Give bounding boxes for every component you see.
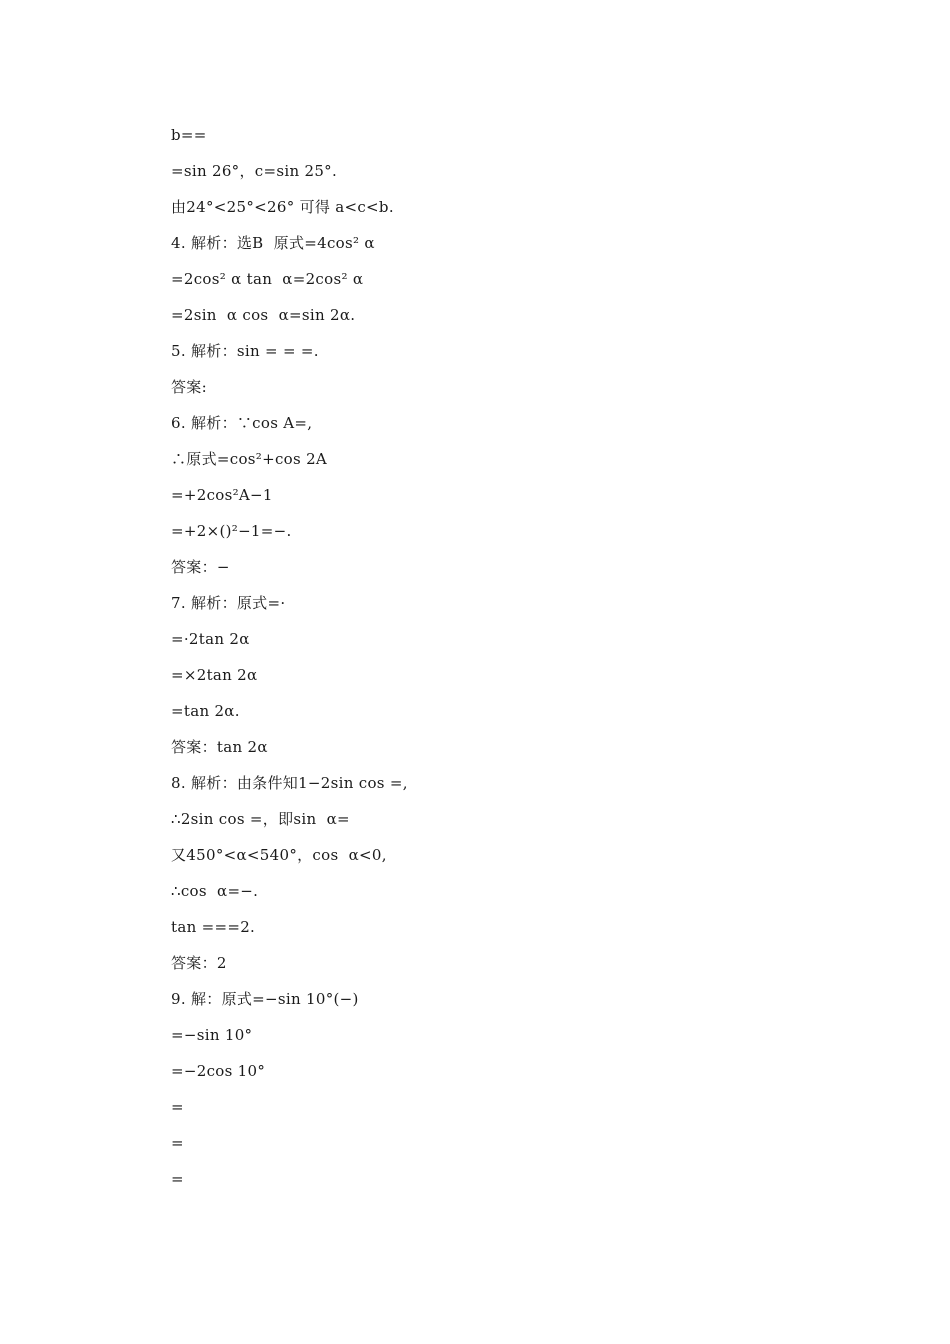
problem-4-solution: 4. 解析：选B 原式=4cos² α <box>171 234 375 252</box>
solution-text-block <box>171 122 811 1202</box>
text-line: tan ===2. <box>171 918 256 936</box>
text-line: ∴原式=cos²+cos 2A <box>171 450 328 468</box>
text-line: 由24°<25°<26° 可得 a<c<b. <box>171 198 394 216</box>
text-line: =2cos² α tan α=2cos² α <box>171 270 364 288</box>
problem-7-solution: 7. 解析：原式=· <box>171 594 286 612</box>
text-line: =−2cos 10° <box>171 1062 266 1080</box>
text-line: ∴2sin cos =，即sin α= <box>171 810 350 828</box>
problem-9-solution: 9. 解：原式=−sin 10°(−) <box>171 990 359 1008</box>
text-line: =2sin α cos α=sin 2α. <box>171 306 356 324</box>
text-line: =+2×()²−1=−. <box>171 522 292 540</box>
answer-line: 答案：− <box>171 558 230 576</box>
text-line: = <box>171 1170 184 1188</box>
answer-line: 答案: <box>171 378 207 396</box>
answer-line: 答案：2 <box>171 954 227 972</box>
text-line: = <box>171 1134 184 1152</box>
text-line: =−sin 10° <box>171 1026 253 1044</box>
answer-line: 答案：tan 2α <box>171 738 268 756</box>
text-line: =+2cos²A−1 <box>171 486 273 504</box>
problem-6-solution: 6. 解析：∵cos A=, <box>171 414 313 432</box>
text-line: = <box>171 1098 184 1116</box>
text-line: =·2tan 2α <box>171 630 250 648</box>
problem-8-solution: 8. 解析：由条件知1−2sin cos =, <box>171 774 408 792</box>
text-line: 又450°<α<540°，cos α<0, <box>171 846 387 864</box>
text-line: b== <box>171 126 207 144</box>
text-line: =×2tan 2α <box>171 666 258 684</box>
text-line: =sin 26°，c=sin 25°. <box>171 162 338 180</box>
problem-5-solution: 5. 解析：sin = = =. <box>171 342 319 360</box>
text-line: ∴cos α=−. <box>171 882 259 900</box>
text-line: =tan 2α. <box>171 702 240 720</box>
